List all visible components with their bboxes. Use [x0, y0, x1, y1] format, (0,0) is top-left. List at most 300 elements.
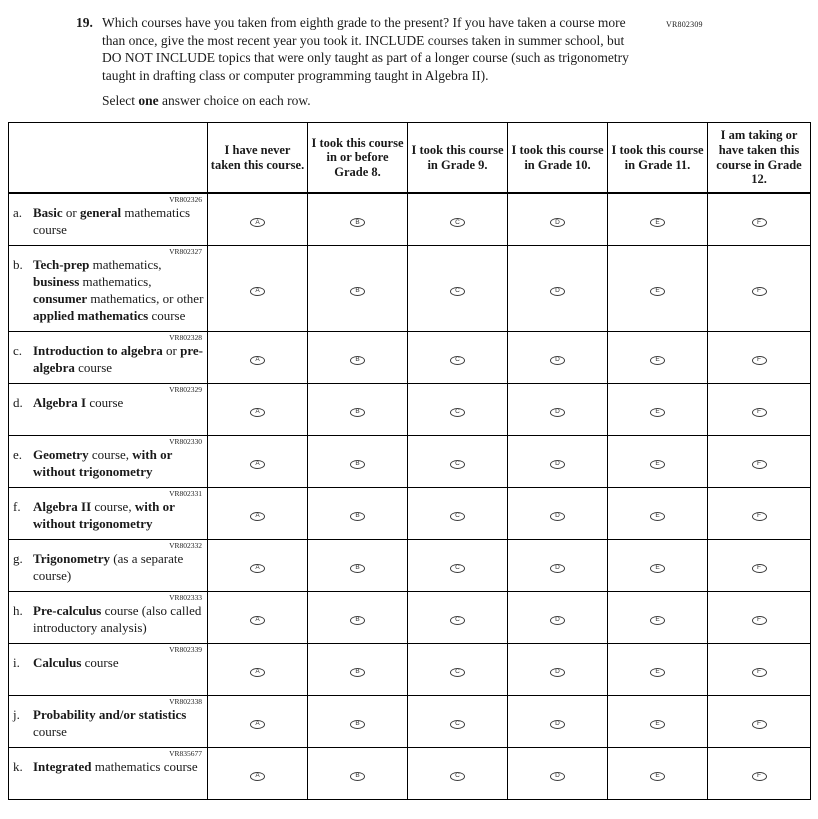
answer-cell [208, 193, 308, 246]
row-code: VR835677 [169, 748, 202, 758]
answer-bubble[interactable] [650, 772, 665, 781]
answer-bubble[interactable] [650, 460, 665, 469]
answer-bubble[interactable] [550, 564, 565, 573]
answer-cell [708, 246, 811, 332]
answer-cell [508, 591, 608, 643]
row-code: VR802327 [169, 247, 202, 257]
label-segment: or [62, 205, 80, 221]
answer-cell [308, 539, 408, 591]
row-label-cell [9, 539, 208, 591]
row-code: VR802329 [169, 384, 202, 394]
answer-bubble[interactable] [752, 287, 767, 296]
bubble-letter: E [655, 356, 660, 364]
answer-cell [508, 246, 608, 332]
answer-cell [508, 331, 608, 383]
answer-bubble[interactable] [450, 460, 465, 469]
answer-bubble[interactable] [650, 356, 665, 365]
answer-bubble[interactable] [450, 720, 465, 729]
column-header: I have never taken this course. [208, 123, 308, 194]
answer-bubble[interactable] [650, 668, 665, 677]
bubble-letter: C [455, 356, 460, 364]
answer-bubble[interactable] [752, 512, 767, 521]
answer-bubble[interactable] [250, 616, 265, 625]
answer-bubble[interactable] [250, 720, 265, 729]
answer-cell [308, 643, 408, 695]
row-label [13, 759, 204, 776]
answer-cell [608, 246, 708, 332]
bubble-letter: E [655, 668, 660, 676]
answer-bubble[interactable] [550, 218, 565, 227]
table-row [9, 487, 811, 539]
label-segment: mathematics, [79, 274, 152, 290]
answer-bubble[interactable] [350, 218, 365, 227]
answer-bubble[interactable] [350, 772, 365, 781]
answer-bubble[interactable] [550, 512, 565, 521]
answer-cell [208, 539, 308, 591]
answer-bubble[interactable] [450, 772, 465, 781]
answer-cell [408, 487, 508, 539]
bubble-letter: F [757, 616, 761, 624]
answer-cell [208, 435, 308, 487]
answer-cell [308, 487, 408, 539]
label-segment: course [86, 394, 124, 410]
row-label [13, 707, 204, 741]
table-row [9, 747, 811, 799]
answer-cell [208, 747, 308, 799]
bubble-letter: B [355, 408, 360, 416]
label-segment: mathematics course [91, 758, 198, 774]
row-label-cell [9, 435, 208, 487]
answer-bubble[interactable] [350, 287, 365, 296]
label-segment: general [79, 205, 122, 221]
answer-bubble[interactable] [752, 720, 767, 729]
answer-bubble[interactable] [752, 668, 767, 677]
label-segment: Algebra I [33, 394, 87, 410]
answer-cell [408, 435, 508, 487]
question-text: Which courses have you taken from eighth grade to the present? If you have taken a course more than once, give the most recent year you took it. INCLUDE courses taken in summer school, but DO NOT INCLUDE topics that were only taught as part of a longer course (such as trigonometry taught in drafting class or computer programming taught in Algebra II). [102, 15, 629, 83]
answer-cell [608, 487, 708, 539]
row-code: VR802326 [169, 195, 202, 205]
bubble-letter: C [455, 460, 460, 468]
answer-cell [508, 539, 608, 591]
answer-cell [608, 539, 708, 591]
answer-bubble[interactable] [350, 616, 365, 625]
answer-bubble[interactable] [550, 720, 565, 729]
table-row [9, 591, 811, 643]
answer-bubble[interactable] [450, 512, 465, 521]
answer-bubble[interactable] [752, 616, 767, 625]
bubble-letter: B [355, 356, 360, 364]
answer-bubble[interactable] [450, 564, 465, 573]
label-segment: mathematics course [33, 205, 191, 238]
answer-cell [308, 246, 408, 332]
bubble-letter: B [355, 512, 360, 520]
answer-bubble[interactable] [250, 460, 265, 469]
answer-cell [308, 591, 408, 643]
answer-bubble[interactable] [550, 408, 565, 417]
answer-bubble[interactable] [650, 512, 665, 521]
row-label-text [33, 499, 204, 533]
bubble-letter: C [455, 668, 460, 676]
answer-cell [408, 695, 508, 747]
answer-bubble[interactable] [250, 356, 265, 365]
row-letter: h. [13, 602, 23, 618]
row-letter: c. [13, 342, 23, 358]
bubble-letter: A [255, 772, 260, 780]
answer-cell [508, 435, 608, 487]
row-label-cell [9, 246, 208, 332]
answer-cell [608, 193, 708, 246]
bubble-letter: B [355, 564, 360, 572]
answer-cell [708, 643, 811, 695]
answer-cell [208, 383, 308, 435]
bubble-letter: F [757, 408, 761, 416]
bubble-letter: F [757, 720, 761, 728]
table-row [9, 435, 811, 487]
bubble-letter: D [555, 356, 560, 364]
label-segment: consumer [33, 290, 88, 306]
answer-bubble[interactable] [450, 356, 465, 365]
table-row [9, 539, 811, 591]
row-label-text [33, 205, 204, 239]
bubble-letter: F [757, 287, 761, 295]
bubble-letter: B [355, 668, 360, 676]
answer-bubble[interactable] [752, 564, 767, 573]
bubble-letter: B [355, 218, 360, 226]
bubble-letter: D [555, 408, 560, 416]
row-label-text [33, 551, 204, 585]
label-segment: course, [88, 446, 133, 462]
column-header: I am taking or have taken this course in Grade 12. [708, 123, 811, 194]
answer-cell [208, 246, 308, 332]
label-segment: Probability and/or statistics [33, 706, 187, 722]
row-label-cell [9, 643, 208, 695]
answer-cell [208, 643, 308, 695]
answer-cell [408, 747, 508, 799]
answer-bubble[interactable] [450, 218, 465, 227]
bubble-letter: A [255, 356, 260, 364]
label-segment: course [81, 654, 119, 670]
answer-cell [508, 747, 608, 799]
row-label [13, 257, 204, 325]
row-label-text [33, 257, 204, 325]
bubble-letter: C [455, 287, 460, 295]
bubble-letter: D [555, 668, 560, 676]
answer-bubble[interactable] [450, 668, 465, 677]
bubble-letter: E [655, 408, 660, 416]
bubble-letter: D [555, 512, 560, 520]
bubble-letter: E [655, 720, 660, 728]
column-header: I took this course in Grade 9. [408, 123, 508, 194]
row-letter: k. [13, 758, 23, 774]
bubble-letter: A [255, 460, 260, 468]
answer-cell [408, 331, 508, 383]
answer-bubble[interactable] [752, 408, 767, 417]
answer-bubble[interactable] [650, 218, 665, 227]
bubble-letter: D [555, 460, 560, 468]
answer-bubble[interactable] [450, 616, 465, 625]
row-label-text [33, 707, 204, 741]
answer-bubble[interactable] [250, 408, 265, 417]
bubble-letter: E [655, 772, 660, 780]
bubble-letter: D [555, 287, 560, 295]
answer-cell [708, 539, 811, 591]
answer-bubble[interactable] [752, 356, 767, 365]
label-segment: Introduction to algebra [33, 342, 163, 358]
answer-bubble[interactable] [350, 564, 365, 573]
row-label-text [33, 343, 204, 377]
label-segment: course (also called introductory analysis) [33, 602, 202, 635]
answer-bubble[interactable] [350, 356, 365, 365]
row-label [13, 395, 204, 412]
column-header: I took this course in Grade 11. [608, 123, 708, 194]
bubble-letter: A [255, 408, 260, 416]
answer-cell [708, 591, 811, 643]
question-body [102, 14, 647, 109]
answer-cell [708, 487, 811, 539]
row-label [13, 603, 204, 637]
answer-bubble[interactable] [350, 668, 365, 677]
column-header: I took this course in or before Grade 8. [308, 123, 408, 194]
answer-bubble[interactable] [650, 408, 665, 417]
bubble-letter: A [255, 218, 260, 226]
table-header-row [9, 123, 811, 194]
row-letter: a. [13, 205, 23, 221]
row-code: VR802331 [169, 488, 202, 498]
bubble-letter: C [455, 564, 460, 572]
answer-cell [608, 695, 708, 747]
bubble-letter: F [757, 356, 761, 364]
row-label-text [33, 655, 204, 672]
row-label-text [33, 447, 204, 481]
row-letter: e. [13, 446, 23, 462]
bubble-letter: E [655, 512, 660, 520]
bubble-letter: E [655, 218, 660, 226]
row-code: VR802328 [169, 332, 202, 342]
label-segment: course [74, 359, 113, 375]
answer-cell [308, 193, 408, 246]
bubble-letter: A [255, 564, 260, 572]
table-row [9, 193, 811, 246]
answer-bubble[interactable] [350, 720, 365, 729]
table-row [9, 383, 811, 435]
answer-bubble[interactable] [350, 512, 365, 521]
answer-bubble[interactable] [650, 720, 665, 729]
label-segment: Integrated [33, 758, 92, 774]
answer-cell [208, 591, 308, 643]
bubble-letter: D [555, 720, 560, 728]
label-segment: pre-algebra [33, 342, 203, 375]
row-letter: i. [13, 654, 20, 670]
answer-cell [508, 487, 608, 539]
row-label [13, 447, 204, 481]
bubble-letter: E [655, 460, 660, 468]
answer-bubble[interactable] [550, 287, 565, 296]
answer-cell [308, 695, 408, 747]
bubble-letter: A [255, 668, 260, 676]
answer-cell [408, 643, 508, 695]
label-segment: Geometry [33, 446, 89, 462]
bubble-letter: D [555, 564, 560, 572]
row-label [13, 499, 204, 533]
question-table [8, 122, 811, 800]
label-segment: Pre-calculus [33, 602, 102, 618]
label-segment: Trigonometry [33, 550, 111, 566]
row-label-cell [9, 591, 208, 643]
row-label-cell [9, 383, 208, 435]
bubble-letter: C [455, 720, 460, 728]
row-code: VR802330 [169, 436, 202, 446]
row-letter: d. [13, 394, 23, 410]
question-number: 19. [76, 15, 93, 30]
row-label [13, 655, 204, 672]
answer-bubble[interactable] [752, 218, 767, 227]
row-code: VR802338 [169, 696, 202, 706]
bubble-letter: F [757, 564, 761, 572]
answer-bubble[interactable] [350, 460, 365, 469]
question-block [76, 14, 758, 109]
answer-bubble[interactable] [250, 564, 265, 573]
select-instruction [102, 93, 647, 109]
answer-bubble[interactable] [650, 287, 665, 296]
bubble-letter: B [355, 287, 360, 295]
answer-bubble[interactable] [250, 772, 265, 781]
bubble-letter: F [757, 460, 761, 468]
select-instruction-suffix: answer choice on each row. [158, 93, 311, 109]
answer-bubble[interactable] [250, 512, 265, 521]
answer-bubble[interactable] [650, 564, 665, 573]
table-row [9, 246, 811, 332]
label-segment: with or without trigonometry [33, 446, 173, 479]
label-segment: course, [91, 498, 135, 514]
answer-cell [508, 383, 608, 435]
answer-bubble[interactable] [450, 408, 465, 417]
answer-cell [408, 383, 508, 435]
column-header: I took this course in Grade 10. [508, 123, 608, 194]
answer-bubble[interactable] [450, 287, 465, 296]
row-label-cell [9, 487, 208, 539]
row-code: VR802333 [169, 592, 202, 602]
row-letter: f. [13, 498, 21, 514]
row-label-cell [9, 695, 208, 747]
bubble-letter: E [655, 616, 660, 624]
select-instruction-prefix: Select [102, 93, 139, 109]
label-segment: Tech-prep [33, 257, 90, 273]
answer-cell [708, 435, 811, 487]
label-segment: Algebra II [33, 498, 92, 514]
answer-cell [408, 591, 508, 643]
answer-cell [508, 643, 608, 695]
answer-cell [408, 193, 508, 246]
answer-bubble[interactable] [550, 460, 565, 469]
answer-bubble[interactable] [350, 408, 365, 417]
label-segment: mathematics, [89, 257, 162, 273]
answer-cell [308, 747, 408, 799]
answer-cell [208, 695, 308, 747]
row-letter: j. [13, 706, 20, 722]
answer-bubble[interactable] [550, 772, 565, 781]
table-row [9, 331, 811, 383]
answer-bubble[interactable] [250, 218, 265, 227]
answer-cell [208, 331, 308, 383]
bubble-letter: C [455, 218, 460, 226]
answer-cell [608, 643, 708, 695]
label-segment: business [33, 274, 80, 290]
answer-cell [208, 487, 308, 539]
answer-cell [408, 246, 508, 332]
table-row [9, 643, 811, 695]
bubble-letter: F [757, 772, 761, 780]
bubble-letter: C [455, 772, 460, 780]
answer-bubble[interactable] [550, 616, 565, 625]
answer-bubble[interactable] [650, 616, 665, 625]
bubble-letter: C [455, 408, 460, 416]
select-instruction-emphasis: one [138, 93, 159, 109]
answer-bubble[interactable] [752, 460, 767, 469]
answer-cell [608, 747, 708, 799]
answer-cell [408, 539, 508, 591]
bubble-letter: B [355, 460, 360, 468]
label-segment: or [162, 342, 181, 358]
answer-cell [308, 331, 408, 383]
row-label-text [33, 603, 204, 637]
answer-bubble[interactable] [550, 356, 565, 365]
row-label-cell [9, 747, 208, 799]
bubble-letter: B [355, 616, 360, 624]
bubble-letter: A [255, 720, 260, 728]
bubble-letter: B [355, 720, 360, 728]
label-segment: course [33, 723, 67, 739]
answer-cell [608, 331, 708, 383]
answer-cell [708, 331, 811, 383]
answer-cell [308, 435, 408, 487]
bubble-letter: E [655, 564, 660, 572]
answer-cell [708, 695, 811, 747]
corner-cell [9, 123, 208, 194]
bubble-letter: B [355, 772, 360, 780]
row-letter: b. [13, 257, 23, 273]
answer-bubble[interactable] [250, 287, 265, 296]
answer-bubble[interactable] [550, 668, 565, 677]
bubble-letter: F [757, 512, 761, 520]
bubble-letter: A [255, 616, 260, 624]
label-segment: Calculus [33, 654, 82, 670]
bubble-letter: F [757, 218, 761, 226]
answer-cell [608, 591, 708, 643]
answer-cell [608, 435, 708, 487]
bubble-letter: A [255, 287, 260, 295]
table-row [9, 695, 811, 747]
label-segment: (as a separate course) [33, 550, 184, 583]
answer-cell [508, 193, 608, 246]
bubble-letter: C [455, 616, 460, 624]
label-segment: Basic [33, 205, 63, 221]
form-code: VR802309 [666, 20, 703, 29]
answer-bubble[interactable] [752, 772, 767, 781]
label-segment: applied mathematics [33, 307, 149, 323]
label-segment: course [148, 307, 186, 323]
bubble-letter: A [255, 512, 260, 520]
answer-bubble[interactable] [250, 668, 265, 677]
row-code: VR802332 [169, 540, 202, 550]
row-label-cell [9, 331, 208, 383]
bubble-letter: C [455, 512, 460, 520]
bubble-letter: D [555, 772, 560, 780]
row-label-text [33, 395, 204, 412]
bubble-letter: D [555, 218, 560, 226]
row-label [13, 551, 204, 585]
row-label [13, 205, 204, 239]
